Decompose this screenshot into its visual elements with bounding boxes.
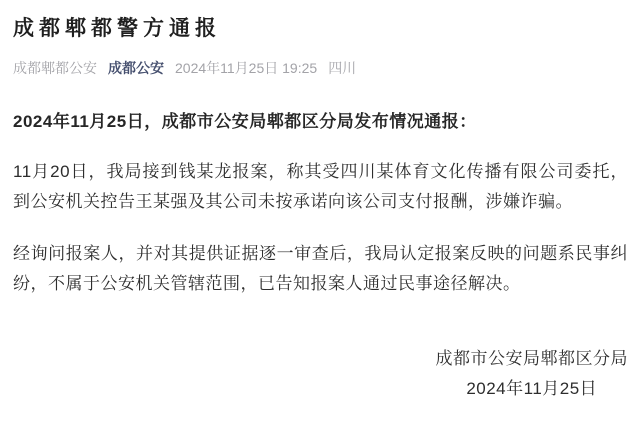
meta-location: 四川 [328,60,357,76]
meta-source: 成都郫都公安 [13,60,97,76]
signature-date: 2024年11月25日 [466,379,598,398]
body-paragraph-2: 经询问报案人，并对其提供证据逐一审查后，我局认定报案反映的问题系民事纠纷，不属于公安机关管辖范围，已告知报案人通过民事途径解决。 [13,244,628,293]
meta-datetime: 2024年11月25日 19:25 [175,60,318,76]
meta-row [13,58,628,78]
announcement-lead: 2024年11月25日，成都市公安局郫都区分局发布情况通报： [13,112,477,131]
body-paragraph-1: 11月20日，我局接到钱某龙报案，称其受四川某体育文化传播有限公司委托，到公安机关控告王某强及其公司未按承诺向该公司支付报酬，涉嫌诈骗。 [13,162,628,211]
account-link[interactable]: 成都公安 [108,60,164,76]
signature-org: 成都市公安局郫都区分局 [435,349,628,368]
page-title: 成都郫都警方通报 [13,17,221,40]
signature-inner [436,344,629,404]
signature-block [13,344,628,404]
